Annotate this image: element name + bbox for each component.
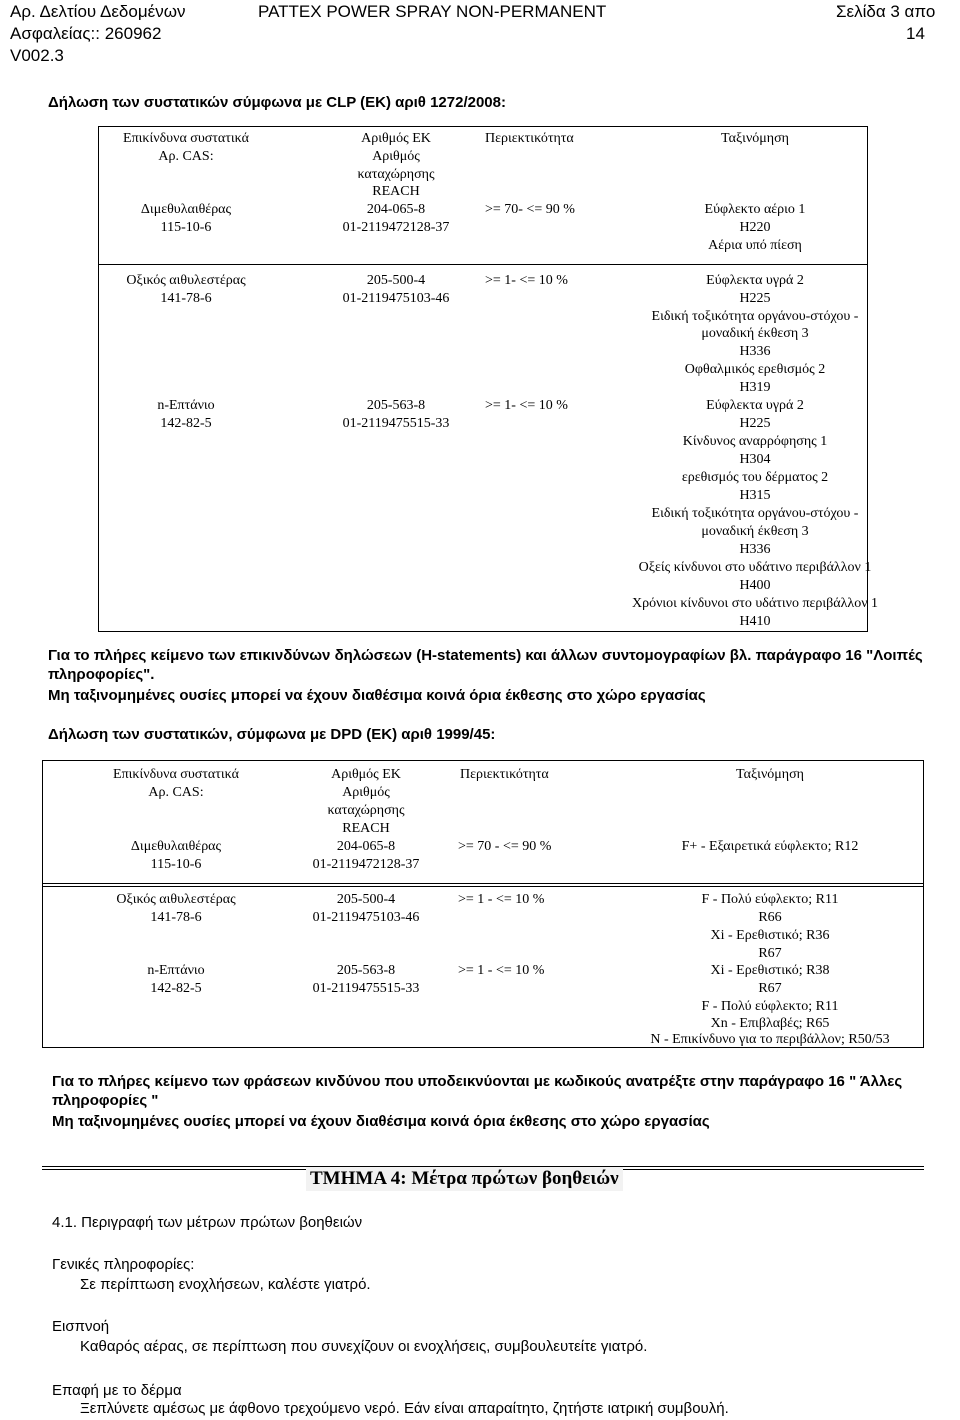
clp-row2-class-6: H319	[739, 380, 771, 395]
section4-title: ΤΜΗΜΑ 4: Μέτρα πρώτων βοηθειών	[306, 1167, 623, 1191]
dpd-row2-ec: 205-500-4	[336, 892, 396, 907]
clp-col-ec-3: καταχώρησης	[357, 167, 435, 182]
clp-col-concentration: Περιεκτικότητα	[485, 131, 574, 146]
header-page-label: Σελίδα 3 απο	[836, 2, 936, 21]
dpd-heading: Δήλωση των συστατικών, σύμφωνα με DPD (ΕΚ) αριθ 1999/45:	[48, 726, 496, 743]
clp-row1-cas: 115-10-6	[160, 220, 212, 235]
clp-row3-class-7: μοναδική έκθεση 3	[701, 524, 809, 539]
dpd-row3-ec: 205-563-8	[336, 963, 396, 978]
dpd-row3-class-0: Xi - Ερεθιστικό; R38	[710, 963, 830, 978]
dpd-row3-class-3: Xn - Επιβλαβές; R65	[710, 1016, 830, 1031]
header-version: V002.3	[10, 46, 64, 65]
clp-row1-class-0: Εύφλεκτο αέριο 1	[704, 202, 806, 217]
clp-row3-reach: 01-2119475515-33	[342, 416, 450, 431]
dpd-row2-class-2: Xi - Ερεθιστικό; R36	[710, 928, 830, 943]
clp-row3-conc: >= 1- <= 10 %	[485, 398, 568, 413]
clp-note-full-text: Για το πλήρες κείμενο των επικινδύνων δηλώσεων (H-statements) και άλλων συντομογραφίων βλ. παράγραφο 16 "Λοιπές πληροφορίες".	[48, 647, 923, 683]
clp-row2-class-0: Εύφλεκτα υγρά 2	[706, 273, 804, 288]
dpd-note-full-text: Για το πλήρες κείμενο των φράσεων κινδύνου που υποδεικνύονται με κωδικούς ανατρέξτε στην παράγραφο 16 " Άλλες πληροφορίες "	[52, 1073, 903, 1109]
clp-row3-ec: 205-563-8	[366, 398, 426, 413]
dpd-row2-class-3: R67	[758, 946, 782, 961]
clp-heading: Δήλωση των συστατικών σύμφωνα με CLP (ΕΚ) αριθ 1272/2008:	[48, 94, 506, 111]
first-aid-general-label: Γενικές πληροφορίες:	[52, 1256, 195, 1273]
dpd-col-concentration: Περιεκτικότητα	[460, 767, 549, 782]
header-doc-label: Αρ. Δελτίου Δεδομένων	[10, 2, 186, 21]
dpd-col-ec-3: καταχώρησης	[327, 803, 405, 818]
dpd-row2-cas: 141-78-6	[150, 910, 202, 925]
clp-row2-class-4: H336	[739, 344, 771, 359]
clp-row2-class-5: Οφθαλμικός ερεθισμός 2	[684, 362, 826, 377]
clp-row3-class-8: H336	[739, 542, 771, 557]
clp-row2-class-1: H225	[739, 291, 771, 306]
clp-row3-class-6: Ειδική τοξικότητα οργάνου-στόχου -	[651, 506, 859, 521]
clp-col-ec-2: Αριθμός	[372, 149, 420, 164]
header-page-total: 14	[906, 24, 925, 43]
clp-row3-class-0: Εύφλεκτα υγρά 2	[706, 398, 804, 413]
dpd-col-ingredients-1: Επικίνδυνα συστατικά	[113, 767, 239, 782]
clp-row2-class-2: Ειδική τοξικότητα οργάνου-στόχου -	[651, 309, 859, 324]
dpd-row3-cas: 142-82-5	[150, 981, 202, 996]
clp-row3-class-3: H304	[739, 452, 771, 467]
clp-row1-reach: 01-2119472128-37	[342, 220, 450, 235]
clp-header-rule	[98, 264, 868, 265]
clp-col-ec-4: REACH	[372, 184, 420, 199]
header-product-title: PATTEX POWER SPRAY NON-PERMANENT	[258, 2, 607, 21]
dpd-row3-class-2: F - Πολύ εύφλεκτο; R11	[701, 999, 839, 1014]
clp-row3-cas: 142-82-5	[160, 416, 212, 431]
dpd-header-rule-1	[42, 883, 924, 884]
dpd-row2-name: Οξικός αιθυλεστέρας	[116, 892, 236, 907]
clp-col-ec-1: Αριθμός ΕΚ	[361, 131, 431, 146]
dpd-col-ec-2: Αριθμός	[342, 785, 390, 800]
clp-row2-cas: 141-78-6	[160, 291, 212, 306]
clp-row1-class-1: H220	[739, 220, 771, 235]
dpd-col-ec-4: REACH	[342, 821, 390, 836]
first-aid-skin-label: Επαφή με το δέρμα	[52, 1382, 182, 1399]
clp-row1-conc: >= 70- <= 90 %	[485, 202, 575, 217]
clp-row2-reach: 01-2119475103-46	[342, 291, 450, 306]
clp-col-ingredients-1: Επικίνδυνα συστατικά	[123, 131, 249, 146]
dpd-row2-class-1: R66	[758, 910, 782, 925]
clp-row2-class-3: μοναδική έκθεση 3	[701, 326, 809, 341]
first-aid-inhalation-text: Καθαρός αέρας, σε περίπτωση που συνεχίζουν οι ενοχλήσεις, συμβουλευτείτε γιατρό.	[80, 1338, 648, 1355]
dpd-row3-class-1: R67	[758, 981, 782, 996]
clp-row1-name: Διμεθυλαιθέρας	[140, 202, 232, 217]
clp-row3-name: n-Επτάνιο	[157, 398, 215, 413]
clp-row1-class-2: Αέρια υπό πίεση	[708, 238, 802, 253]
clp-row3-class-5: H315	[739, 488, 771, 503]
clp-col-ingredients-2: Αρ. CAS:	[158, 149, 214, 164]
dpd-col-classification: Ταξινόμηση	[736, 767, 804, 782]
dpd-row3-reach: 01-2119475515-33	[312, 981, 420, 996]
dpd-row2-class-0: F - Πολύ εύφλεκτο; R11	[701, 892, 839, 907]
dpd-col-ingredients-2: Αρ. CAS:	[148, 785, 204, 800]
dpd-row1-ec: 204-065-8	[336, 839, 396, 854]
clp-row3-class-9: Οξείς κίνδυνοι στο υδάτινο περιβάλλον 1	[638, 560, 872, 575]
dpd-row1-conc: >= 70 - <= 90 %	[458, 839, 552, 854]
first-aid-inhalation-label: Εισπνοή	[52, 1318, 110, 1335]
dpd-row1-reach: 01-2119472128-37	[312, 857, 420, 872]
first-aid-general-text: Σε περίπτωση ενοχλήσεων, καλέστε γιατρό.	[80, 1276, 371, 1293]
section4-subheading: 4.1. Περιγραφή των μέτρων πρώτων βοηθειών	[52, 1214, 363, 1231]
clp-row3-class-10: H400	[739, 578, 771, 593]
dpd-row2-conc: >= 1 - <= 10 %	[458, 892, 545, 907]
dpd-row1-name: Διμεθυλαιθέρας	[130, 839, 222, 854]
clp-col-classification: Ταξινόμηση	[721, 131, 789, 146]
first-aid-skin-text: Ξεπλύνετε αμέσως με άφθονο τρεχούμενο νερό. Εάν είναι απαραίτητο, ζητήστε ιατρική συμβουλή.	[80, 1400, 729, 1417]
dpd-row3-conc: >= 1 - <= 10 %	[458, 963, 545, 978]
clp-row2-ec: 205-500-4	[366, 273, 426, 288]
dpd-row1-class-0: F+ - Εξαιρετικά εύφλεκτο; R12	[681, 839, 859, 854]
dpd-header-rule-2	[42, 886, 924, 887]
clp-row2-name: Οξικός αιθυλεστέρας	[126, 273, 246, 288]
dpd-col-ec-1: Αριθμός ΕΚ	[331, 767, 401, 782]
clp-row3-class-2: Κίνδυνος αναρρόφησης 1	[682, 434, 828, 449]
clp-row1-ec: 204-065-8	[366, 202, 426, 217]
clp-note-exposure: Μη ταξινομημένες ουσίες μπορεί να έχουν διαθέσιμα κοινά όρια έκθεσης στο χώρο εργασίας	[48, 687, 706, 704]
dpd-row2-reach: 01-2119475103-46	[312, 910, 420, 925]
clp-row3-class-12: H410	[739, 614, 771, 629]
dpd-row1-cas: 115-10-6	[150, 857, 202, 872]
header-sds-number: Ασφαλείας:: 260962	[10, 24, 162, 43]
clp-row3-class-1: H225	[739, 416, 771, 431]
dpd-row3-class-4: N - Επικίνδυνο για το περιβάλλον; R50/53	[650, 1032, 890, 1047]
clp-row3-class-11: Χρόνιοι κίνδυνοι στο υδάτινο περιβάλλον 1	[631, 596, 879, 611]
clp-row2-conc: >= 1- <= 10 %	[485, 273, 568, 288]
clp-row3-class-4: ερεθισμός του δέρματος 2	[681, 470, 829, 485]
dpd-note-exposure: Μη ταξινομημένες ουσίες μπορεί να έχουν διαθέσιμα κοινά όρια έκθεσης στο χώρο εργασίας	[52, 1113, 710, 1130]
dpd-row3-name: n-Επτάνιο	[147, 963, 205, 978]
